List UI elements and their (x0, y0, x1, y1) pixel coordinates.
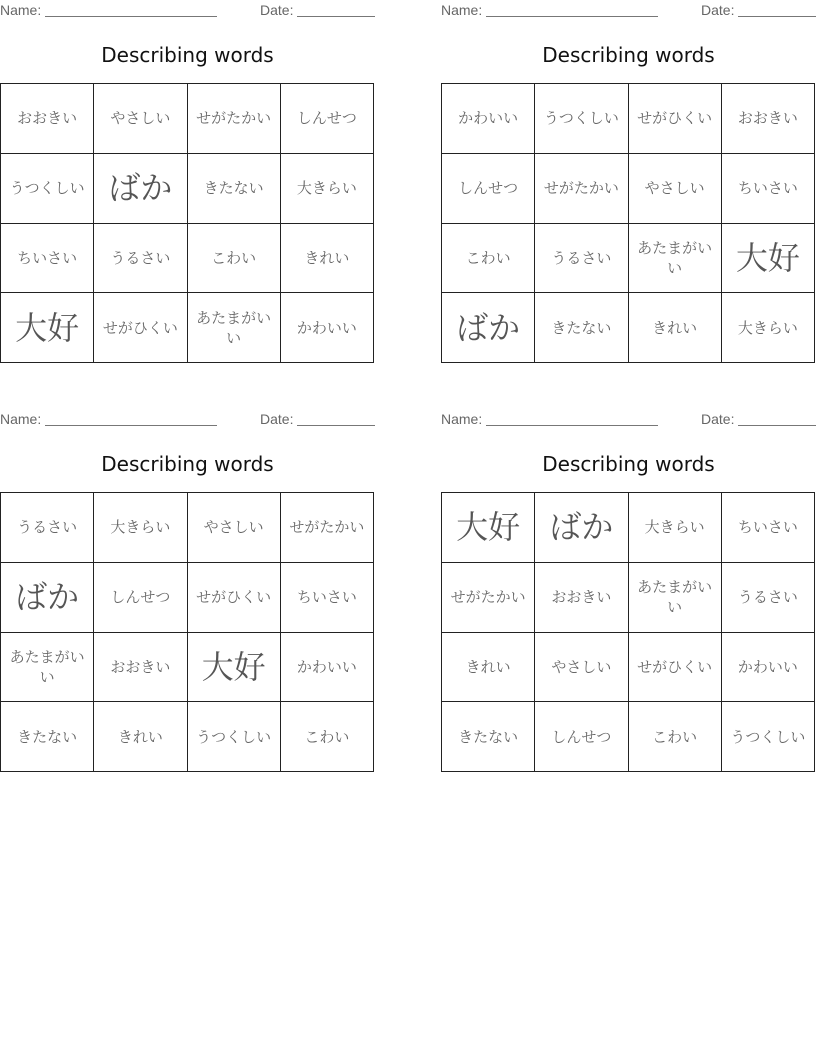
name-date-header (0, 2, 375, 20)
bingo-cell[interactable]: せがひくい (94, 293, 187, 363)
name-blank-line[interactable] (486, 2, 658, 17)
bingo-cell[interactable]: おおきい (722, 84, 815, 154)
card-title: Describing words (101, 43, 274, 67)
bingo-cell[interactable]: こわい (188, 224, 281, 294)
name-label: Name: (441, 2, 483, 18)
date-blank-line[interactable] (738, 2, 816, 17)
bingo-cell[interactable]: うつくしい (1, 154, 94, 224)
bingo-cell[interactable]: うつくしい (722, 702, 815, 772)
bingo-cell[interactable]: やさしい (94, 84, 187, 154)
bingo-cell[interactable]: せがたかい (188, 84, 281, 154)
bingo-cell[interactable]: こわい (629, 702, 722, 772)
bingo-cell[interactable]: ちいさい (722, 154, 815, 224)
bingo-cell[interactable]: ばか (535, 493, 628, 563)
name-blank-line[interactable] (45, 411, 217, 426)
bingo-cell[interactable]: せがたかい (535, 154, 628, 224)
bingo-cell[interactable]: うつくしい (535, 84, 628, 154)
bingo-card (441, 0, 816, 365)
bingo-cell[interactable]: かわいい (281, 633, 374, 703)
bingo-grid (0, 492, 374, 772)
date-blank-line[interactable] (297, 2, 375, 17)
bingo-cell[interactable]: あたまがいい (629, 224, 722, 294)
bingo-cell[interactable]: しんせつ (442, 154, 535, 224)
bingo-cell[interactable]: かわいい (722, 633, 815, 703)
bingo-cell[interactable]: うつくしい (188, 702, 281, 772)
bingo-card (441, 409, 816, 774)
name-blank-line[interactable] (486, 411, 658, 426)
bingo-cell[interactable]: せがひくい (188, 563, 281, 633)
bingo-cell[interactable]: 大好 (188, 633, 281, 703)
card-title: Describing words (542, 43, 715, 67)
name-label: Name: (0, 411, 42, 427)
bingo-cell[interactable]: うるさい (535, 224, 628, 294)
bingo-cell[interactable]: せがひくい (629, 633, 722, 703)
bingo-cell[interactable]: きれい (442, 633, 535, 703)
bingo-cell[interactable]: かわいい (442, 84, 535, 154)
date-blank-line[interactable] (738, 411, 816, 426)
bingo-cell[interactable]: きたない (1, 702, 94, 772)
bingo-cell[interactable]: せがひくい (629, 84, 722, 154)
name-date-header (441, 411, 816, 429)
bingo-cell[interactable]: 大好 (1, 293, 94, 363)
bingo-card (0, 409, 375, 774)
card-title: Describing words (542, 452, 715, 476)
bingo-cell[interactable]: やさしい (535, 633, 628, 703)
bingo-cell[interactable]: うるさい (722, 563, 815, 633)
bingo-cell[interactable]: しんせつ (94, 563, 187, 633)
bingo-cell[interactable]: せがたかい (281, 493, 374, 563)
bingo-cell[interactable]: こわい (442, 224, 535, 294)
bingo-cell[interactable]: やさしい (629, 154, 722, 224)
bingo-cell[interactable]: きたない (535, 293, 628, 363)
bingo-cell[interactable]: おおきい (94, 633, 187, 703)
name-date-header (0, 411, 375, 429)
date-label: Date: (260, 411, 294, 427)
bingo-cell[interactable]: ちいさい (281, 563, 374, 633)
bingo-cell[interactable]: 大きらい (281, 154, 374, 224)
bingo-cell[interactable]: おおきい (1, 84, 94, 154)
bingo-cell[interactable]: きれい (281, 224, 374, 294)
bingo-cell[interactable]: きたない (188, 154, 281, 224)
name-label: Name: (0, 2, 42, 18)
bingo-card (0, 0, 375, 365)
bingo-cell[interactable]: せがたかい (442, 563, 535, 633)
bingo-cell[interactable]: ちいさい (722, 493, 815, 563)
bingo-grid (0, 83, 374, 363)
bingo-cell[interactable]: うるさい (94, 224, 187, 294)
bingo-cell[interactable]: あたまがいい (1, 633, 94, 703)
date-blank-line[interactable] (297, 411, 375, 426)
bingo-grid (441, 83, 815, 363)
bingo-cell[interactable]: ちいさい (1, 224, 94, 294)
date-label: Date: (701, 2, 735, 18)
name-blank-line[interactable] (45, 2, 217, 17)
bingo-cell[interactable]: ばか (94, 154, 187, 224)
bingo-cell[interactable]: しんせつ (281, 84, 374, 154)
bingo-cell[interactable]: ばか (1, 563, 94, 633)
date-label: Date: (260, 2, 294, 18)
bingo-cell[interactable]: かわいい (281, 293, 374, 363)
name-date-header (441, 2, 816, 20)
bingo-cell[interactable]: 大きらい (629, 493, 722, 563)
card-title: Describing words (101, 452, 274, 476)
bingo-grid (441, 492, 815, 772)
bingo-cell[interactable]: きたない (442, 702, 535, 772)
bingo-cell[interactable]: こわい (281, 702, 374, 772)
bingo-cell[interactable]: うるさい (1, 493, 94, 563)
date-label: Date: (701, 411, 735, 427)
bingo-cell[interactable]: 大きらい (94, 493, 187, 563)
bingo-cell[interactable]: きれい (94, 702, 187, 772)
bingo-cell[interactable]: 大きらい (722, 293, 815, 363)
bingo-cell[interactable]: しんせつ (535, 702, 628, 772)
bingo-cell[interactable]: 大好 (442, 493, 535, 563)
bingo-cell[interactable]: あたまがいい (188, 293, 281, 363)
bingo-cell[interactable]: 大好 (722, 224, 815, 294)
bingo-cell[interactable]: やさしい (188, 493, 281, 563)
bingo-cell[interactable]: きれい (629, 293, 722, 363)
bingo-cell[interactable]: あたまがいい (629, 563, 722, 633)
bingo-cell[interactable]: おおきい (535, 563, 628, 633)
bingo-cell[interactable]: ばか (442, 293, 535, 363)
name-label: Name: (441, 411, 483, 427)
